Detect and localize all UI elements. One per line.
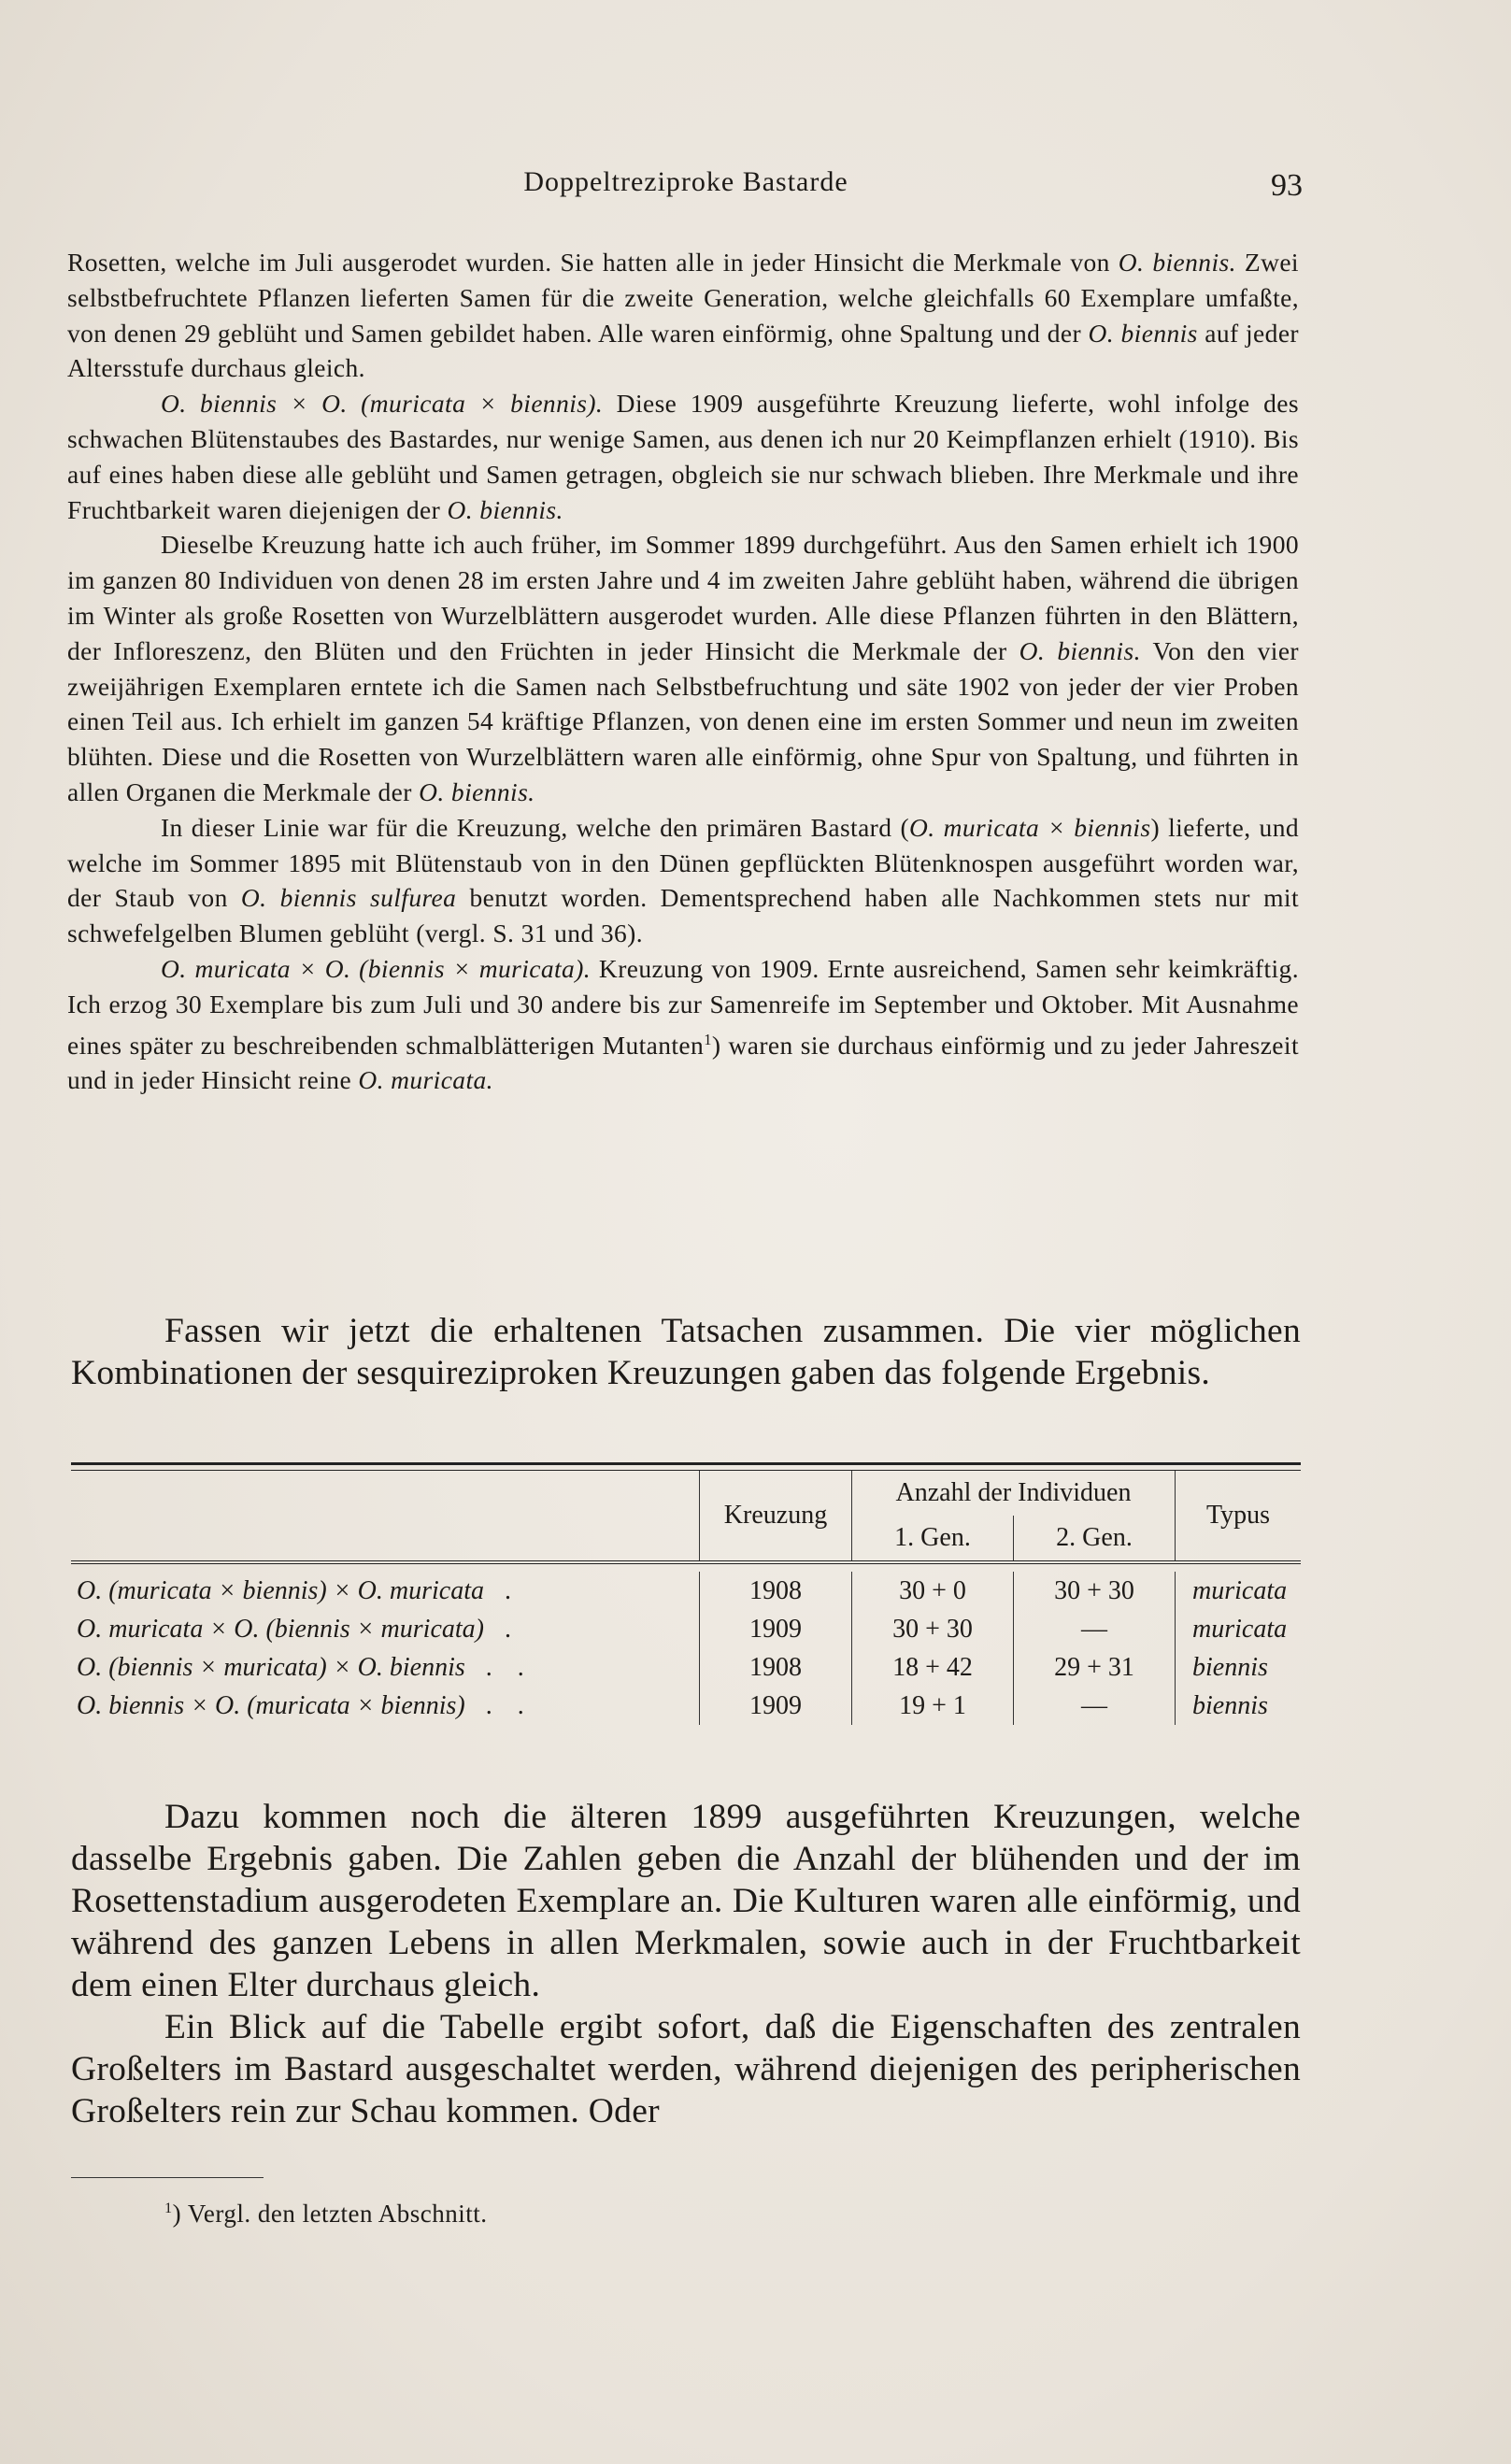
- gen2-cell: —: [1014, 1610, 1176, 1648]
- gen2-cell: 29 + 31: [1014, 1648, 1176, 1687]
- cross-cell: [71, 1687, 700, 1725]
- type-cell: muricata: [1176, 1610, 1302, 1648]
- text-run: ) waren sie durchaus einförmig und zu jeder Jahreszeit und in jeder Hinsicht reine: [67, 1030, 1299, 1095]
- after-table-section: [71, 1796, 1301, 2132]
- text-run: In dieser Linie war für die Kreuzung, welche den primären Bastard (: [161, 812, 910, 842]
- text-run: Diese 1909 ausgeführte Kreuzung lieferte, wohl infolge des schwachen Blütenstaubes des Bastardes, nur wenige Samen, aus denen ich nur 20 Keimpflanzen erhielt (1910). Bis auf eines haben diese alle geblüht und Samen getragen, obgleich sie nur schwach blieben. Ihre Merkmale und ihre Fruchtbarkeit waren diejenigen der: [67, 389, 1299, 524]
- italic-run: O. biennis.: [1019, 635, 1141, 665]
- cross-cell: [71, 1610, 700, 1648]
- italic-run: O. biennis.: [419, 776, 535, 806]
- results-table: [71, 1462, 1301, 1725]
- header-cross-blank: [71, 1471, 700, 1562]
- italic-run: O. biennis.: [1118, 248, 1236, 277]
- table-body: [71, 1572, 1301, 1725]
- cross-cell: [71, 1572, 700, 1610]
- gen1-cell: 30 + 0: [852, 1572, 1014, 1610]
- cross-formula: O. biennis × O. (muricata × biennis): [77, 1691, 465, 1720]
- gen1-cell: 18 + 42: [852, 1648, 1014, 1687]
- text-run: Kreuzung von 1909. Ernte ausreichend, Samen sehr keimkräftig. Ich erzog 30 Exemplare bis zum Juli und 30 andere bis zur Samenreife im September und Oktober. Mit Ausnahme eines später zu beschreibenden schmalblätterigen Mutanten: [67, 953, 1299, 1060]
- header-gen2: 2. Gen.: [1014, 1516, 1176, 1562]
- header-double-rule: [71, 1562, 1301, 1572]
- italic-run: O. muricata × O. (biennis × muricata).: [161, 953, 592, 983]
- gen2-cell: 30 + 30: [1014, 1572, 1176, 1610]
- italic-run: O. biennis × O. (muricata × biennis).: [161, 389, 604, 419]
- year-cell: 1908: [700, 1572, 852, 1610]
- footnote: [164, 2200, 488, 2229]
- text-run: benutzt worden. Dementsprechend haben alle Nachkommen stets nur mit schwefelgelben Blumen geblüht (vergl. S. 31 und 36).: [67, 883, 1299, 948]
- table-top-rule: [71, 1462, 1301, 1465]
- header-anzahl: Anzahl der Individuen: [852, 1471, 1176, 1516]
- italic-run: O. biennis.: [447, 494, 563, 524]
- year-cell: 1908: [700, 1648, 852, 1687]
- text-run: Dieselbe Kreuzung hatte ich auch früher, im Sommer 1899 durchgeführt. Aus den Samen erhielt ich 1900 im ganzen 80 Individuen von denen 28 im ersten Jahre und 4 im zweiten Jahre geblüht haben, während die übrigen im Winter als große Rosetten von Wurzelblättern ausgerodet wurden. Alle diese Pflanzen führten in den Blättern, der Infloreszenz, den Blüten und den Früchten in jeder Hinsicht die Merkmale der: [67, 530, 1299, 665]
- text-run: ) lieferte, und welche im Sommer 1895 mit Blütenstaub von in den Dünen gepflückten Blütenknospen ausgeführt worden war, der Staub von: [67, 812, 1299, 913]
- small-print-section: [67, 245, 1299, 1098]
- cross-formula: O. (biennis × muricata) × O. biennis: [77, 1653, 465, 1682]
- leader-dots: . .: [485, 1653, 534, 1682]
- table-row: [71, 1610, 1301, 1648]
- small-paragraph: [67, 386, 1299, 527]
- small-paragraph: [67, 527, 1299, 809]
- small-paragraph: [67, 245, 1299, 386]
- year-cell: 1909: [700, 1687, 852, 1725]
- page-number: 93: [1271, 168, 1303, 203]
- leader-dots: .: [504, 1576, 520, 1605]
- text-run: auf jeder Altersstufe durchaus gleich.: [67, 318, 1299, 383]
- text-run: Von den vier zweijährigen Exemplaren erntete ich die Samen nach Selbstbefruchtung und säte 1902 von jeder der vier Proben einen Teil aus. Ich erhielt im ganzen 54 kräftige Pflanzen, von denen eine im ersten Sommer und neun im zweiten blühten. Diese und die Rosetten von Wurzelblättern waren alle einförmig, ohne Spur von Spaltung, und führten in allen Organen die Merkmale der: [67, 635, 1299, 806]
- cross-formula: O. muricata × O. (biennis × muricata): [77, 1615, 484, 1644]
- after-paragraph-2: Ein Blick auf die Tabelle ergibt sofort, daß die Eigenschaften des zentralen Großelters im Bastard ausgeschaltet werden, während diejenigen des peripherischen Großelters rein zur Schau kommen. Oder: [71, 2008, 1301, 2130]
- leader-dots: .: [504, 1615, 520, 1644]
- cross-cell: [71, 1648, 700, 1687]
- gen1-cell: 19 + 1: [852, 1687, 1014, 1725]
- header-typus: Typus: [1176, 1471, 1302, 1562]
- after-paragraph-1: Dazu kommen noch die älteren 1899 ausgeführten Kreuzungen, welche dasselbe Ergebnis gaben. Die Zahlen geben die Anzahl der blühenden und der im Rosettenstadium ausgerodeten Exemplare an. Die Kulturen waren alle einförmig, und während des ganzen Lebens in allen Merkmalen, sowie auch in der Fruchtbarkeit dem einen Elter durchaus gleich.: [71, 1798, 1301, 2004]
- italic-run: O. muricata.: [358, 1065, 493, 1095]
- type-cell: muricata: [1176, 1572, 1302, 1610]
- italic-run: O. biennis sulfurea: [240, 883, 457, 913]
- leader-dots: . .: [485, 1691, 534, 1720]
- gen1-cell: 30 + 30: [852, 1610, 1014, 1648]
- footnote-ref: 1: [704, 1030, 712, 1048]
- small-paragraph: [67, 810, 1299, 951]
- running-head: Doppeltreziproke Bastarde: [523, 166, 848, 197]
- summary-paragraph: Fassen wir jetzt die erhaltenen Tatsachen zusammen. Die vier möglichen Kombinationen der sesquireziproken Kreuzungen gaben das folgende Ergebnis.: [71, 1312, 1301, 1392]
- summary-section: [71, 1310, 1301, 1394]
- footnote-marker: 1: [164, 2200, 173, 2216]
- text-run: Zwei selbstbefruchtete Pflanzen lieferten Samen für die zweite Generation, welche gleichfalls 60 Exemplare umfaßte, von denen 29 geblüht und Samen gebildet haben. Alle waren einförmig, ohne Spaltung und der: [67, 248, 1299, 348]
- small-paragraph: [67, 951, 1299, 1098]
- table-row: [71, 1572, 1301, 1610]
- table-row: [71, 1687, 1301, 1725]
- footnote-rule: [71, 2177, 264, 2178]
- header-gen1: 1. Gen.: [852, 1516, 1014, 1562]
- type-cell: biennis: [1176, 1687, 1302, 1725]
- cross-formula: O. (muricata × biennis) × O. muricata: [77, 1576, 484, 1605]
- type-cell: biennis: [1176, 1648, 1302, 1687]
- text-run: Rosetten, welche im Juli ausgerodet wurden. Sie hatten alle in jeder Hinsicht die Merkmale von: [67, 248, 1119, 277]
- italic-run: O. biennis: [1088, 318, 1198, 348]
- header-kreuzung: Kreuzung: [700, 1471, 852, 1562]
- gen2-cell: —: [1014, 1687, 1176, 1725]
- table-row: [71, 1648, 1301, 1687]
- page-header: [69, 166, 1303, 213]
- year-cell: 1909: [700, 1610, 852, 1648]
- footnote-text: ) Vergl. den letzten Abschnitt.: [172, 2200, 488, 2228]
- italic-run: O. muricata × biennis: [909, 812, 1151, 842]
